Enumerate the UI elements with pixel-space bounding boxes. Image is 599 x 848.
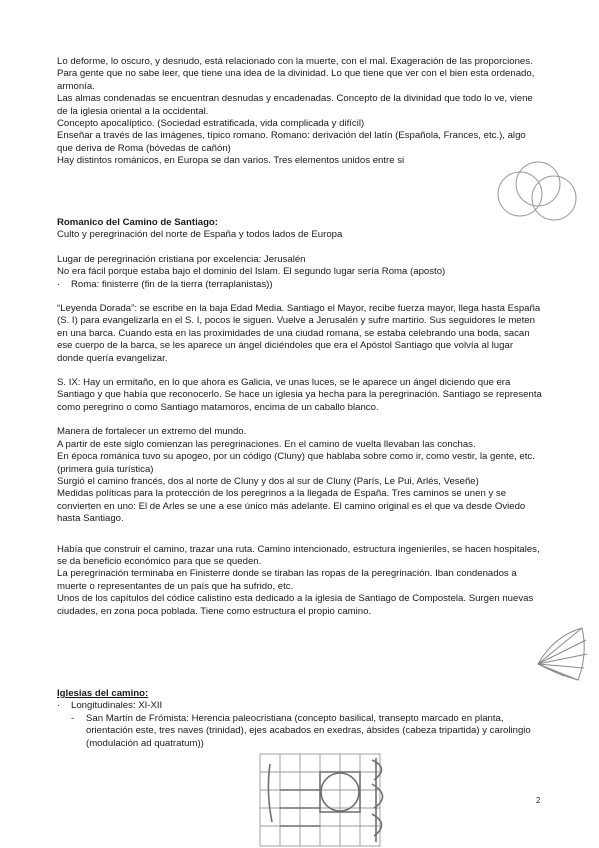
paragraph-medidas: Medidas políticas para la protección de los peregrinos a la llegada de España. Tres caminos se unen y se convierten en uno: El de Arles se une a ese único más adelante. El camino original es el que va desde Oviedo hasta Santiago. <box>57 488 526 525</box>
section-heading: Romanico del Camino de Santiago: <box>57 217 218 228</box>
bullet-marker: · <box>57 700 61 712</box>
bullet-marker: · <box>57 278 61 290</box>
paragraph-habia: Había que construir el camino, trazar una ruta. Camino intencionado, estructura ingenieriles, se hacen hospitales, se da beneficio económico para que se queden. <box>57 543 540 567</box>
shell-outline <box>538 628 584 680</box>
paragraph-epoca: En época románica tuvo su apogeo, por un código (Cluny) que hablaba sobre como ir, como vestir, la gente, etc. (primera guía turística) <box>57 451 535 475</box>
iglesias-section <box>57 688 542 750</box>
shell-fan-sketch <box>534 626 590 684</box>
intro-paragraph: Hay distintos románicos, en Europa se dan varios. Tres elementos unidos entre si <box>57 155 405 167</box>
apse-curve <box>372 784 383 808</box>
sub-bullet-marker: - <box>71 712 75 724</box>
paragraph-unos: Unos de los capítulos del códice calistino esta dedicado a la iglesia de Santiago de Compostela. Surgen nuevas ciudades, en zona poca poblada. Tiene como estructura el propio camino. <box>57 593 534 617</box>
page-number: 2 <box>536 796 541 805</box>
bullet-text: Roma: finisterre (fin de la tierra (terraplanistas)) <box>71 278 273 290</box>
intro-paragraph: Enseñar a través de las imágenes, típico romano. Romano: derivación del latín (Española, Frances, etc.), algo que deriva de Roma (bóvedas de cañón) <box>57 130 526 154</box>
intro-paragraph: Lo deforme, lo oscuro, y desnudo, está relacionado con la muerte, con el mal. Exageración de las proporciones. <box>57 56 533 67</box>
three-circles-sketch <box>488 160 588 232</box>
intro-paragraph: Las almas condenadas se encuentran desnudas y encadenadas. Concepto de la divinidad que todo lo ve, viene de la iglesia oriental a la occidental. <box>57 93 533 117</box>
bullet-item-roma <box>57 279 542 291</box>
paragraph-a-partir: A partir de este siglo comienzan las peregrinaciones. En el camino de vuelta llevaban las conchas. <box>57 438 476 450</box>
paragraph-no-era: No era fácil porque estaba bajo el dominio del Islam. El segundo lugar sería Roma (aposto) <box>57 266 446 278</box>
paragraph-surgio: Surgió el camino francés, dos al norte de Cluny y dos al sur de Cluny (París, Le Pui, Arlés, Veseñe) <box>57 475 479 487</box>
paragraph-lugar: Lugar de peregrinación cristiana por excelencia: Jerusalén <box>57 253 306 265</box>
section-subtitle: Culto y peregrinación del norte de España y todos lados de Europa <box>57 229 343 241</box>
paragraph-leyenda: “Leyenda Dorada”: se escribe en la baja Edad Media. Santiago el Mayor, recibe fuerza mayor, llega hasta España (S. I) para evangelizarla en el S. I, pocos le siguen. Vuelve a Jerusalén y sufre martirio. Sus seguidores le meten en una barca. Cuando esta en las proximidades de una ciudad romana, se estaba celebrando una boda, sacan ese cuerpo de la barca, se les aparece un ángel diciéndoles que era el Apóstol Santiago que volvía al lugar donde quería evangelizar. <box>57 303 541 364</box>
wall-stroke <box>268 764 272 822</box>
bullet-item-longitudinales <box>57 700 542 712</box>
section-heading: Iglesias del camino: <box>57 688 149 699</box>
paragraph-siglo-ix: S. IX: Hay un ermitaño, en lo que ahora es Galicia, ve unas luces, se le aparece un ángel diciendo que era Santiago y que había que reconocerlo. Se hace un iglesia ya hecha para la peregrinación. Santiago se representa como peregrino o como Santiago matamoros, encima de un caballo blanco. <box>57 377 542 413</box>
intro-paragraph: Para gente que no sabe leer, que tiene una idea de la divinidad. Lo que tiene que ver con el bien esta ordenado, armonía. <box>57 68 535 92</box>
camino-section <box>57 217 542 618</box>
sub-item-san-martin <box>57 713 542 750</box>
intro-block <box>57 56 542 168</box>
sketch-circle <box>516 162 560 206</box>
bullet-text: Longitudinales: XI-XII <box>71 700 163 712</box>
paragraph-peregrinacion: La peregrinación terminaba en Finisterre donde se tiraban las ropas de la peregrinación. Iban condenados a muerte o representantes de un país que ha sufrido, etc. <box>57 568 517 592</box>
sketch-circle <box>532 176 576 220</box>
grid-plan-sketch <box>258 752 408 848</box>
sub-item-text: San Martín de Frómista: Herencia paleocristiana (concepto basilical, transepto marcado en planta, orientación este, tres naves (trinidad), ejes acabados en exedras, ábsides (cabeza tripartida) y carolingio (modulación ad quatratum)) <box>86 712 531 749</box>
paragraph-manera: Manera de fortalecer un extremo del mundo. <box>57 426 247 438</box>
intro-paragraph: Concepto apocalíptico. (Sociedad estratificada, vida complicada y difícil) <box>57 118 365 130</box>
